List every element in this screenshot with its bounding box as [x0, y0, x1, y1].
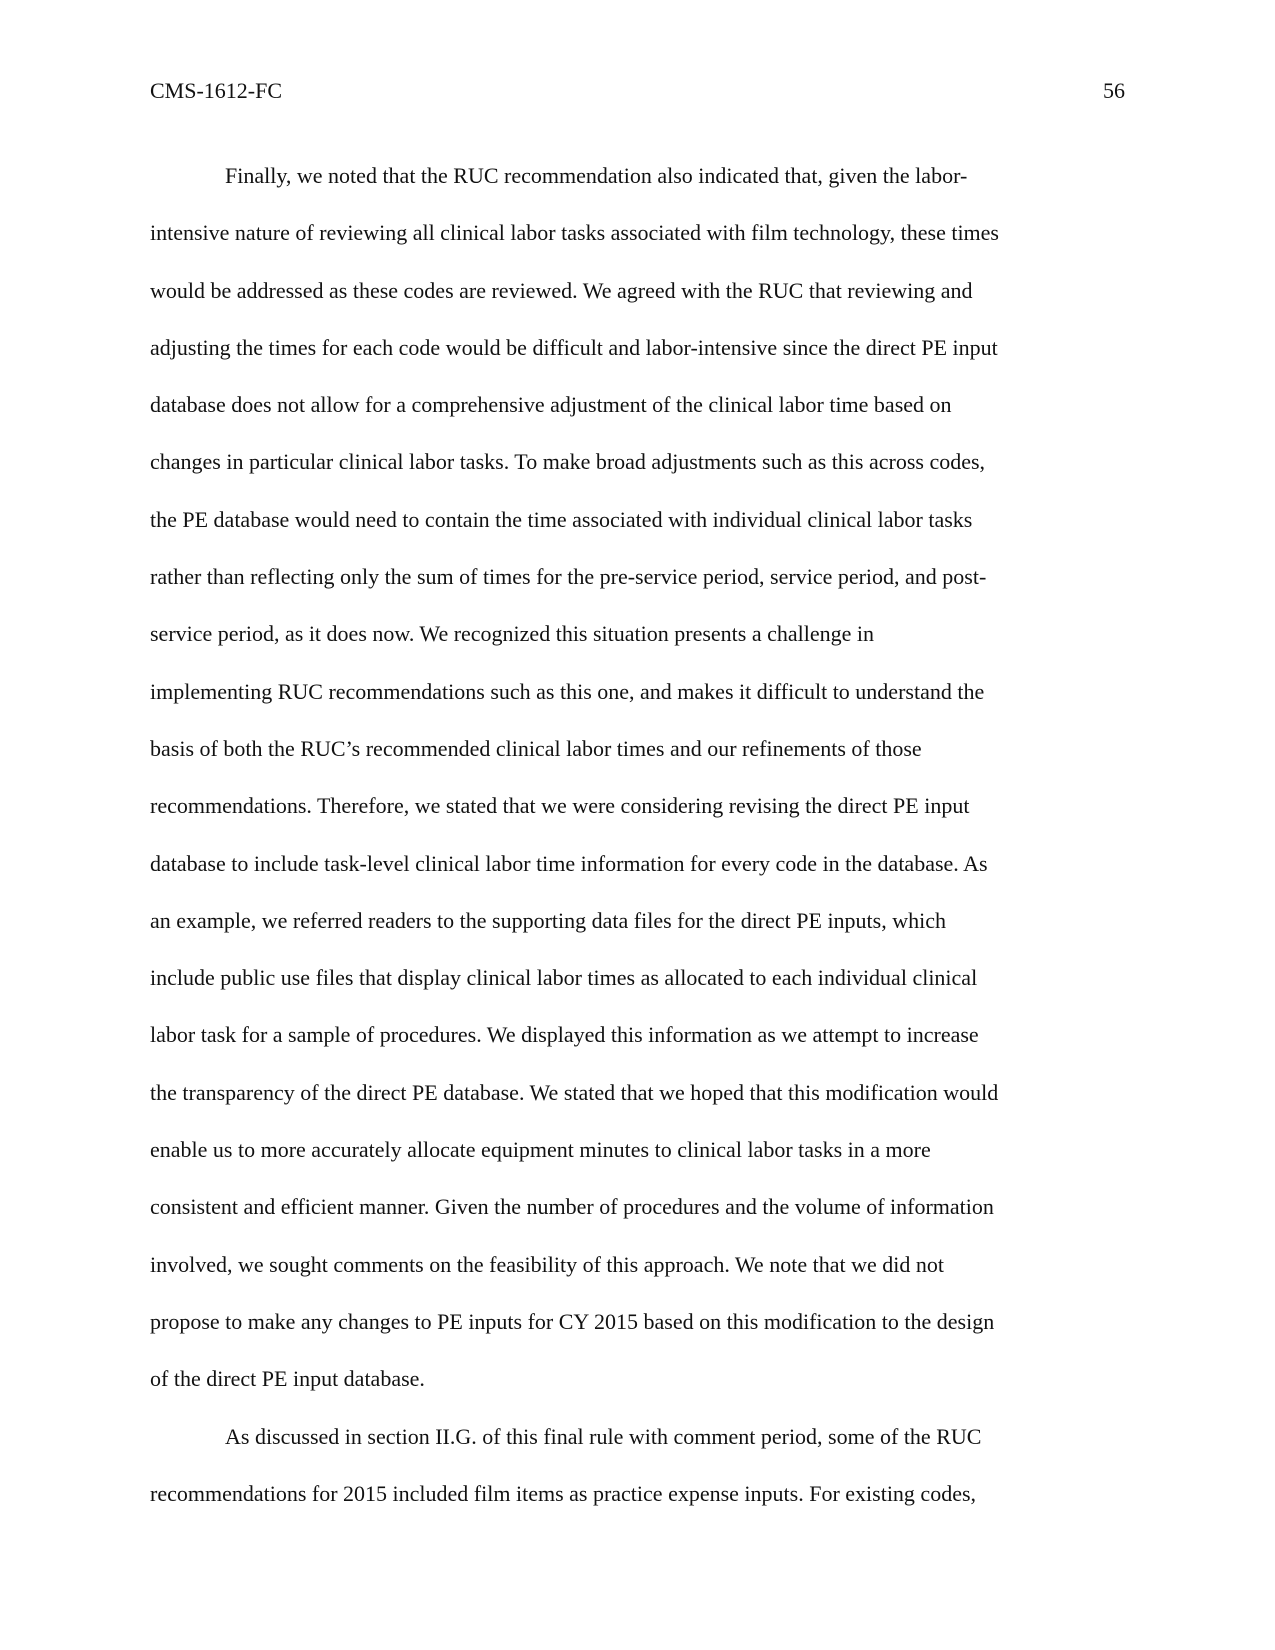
page-header	[150, 76, 1125, 106]
text-line: of the direct PE input database.	[150, 1366, 425, 1392]
text-line: As discussed in section II.G. of this final rule with comment period, some of the RUC	[225, 1423, 982, 1449]
text-line: service period, as it does now. We recognized this situation presents a challenge in	[150, 621, 875, 647]
text-line: would be addressed as these codes are reviewed. We agreed with the RUC that reviewing and	[150, 277, 973, 303]
text-line: rather than reflecting only the sum of times for the pre-service period, service period, and post-	[150, 564, 987, 590]
text-line: consistent and efficient manner. Given the number of procedures and the volume of information	[150, 1194, 994, 1220]
text-line: an example, we referred readers to the supporting data files for the direct PE inputs, which	[150, 907, 946, 933]
text-line: intensive nature of reviewing all clinical labor tasks associated with film technology, these times	[150, 220, 999, 246]
text-line: the PE database would need to contain the time associated with individual clinical labor tasks	[150, 506, 973, 532]
text-line: implementing RUC recommendations such as this one, and makes it difficult to understand the	[150, 678, 985, 704]
paragraph-2	[150, 1408, 1130, 1523]
text-line: database to include task-level clinical labor time information for every code in the database. As	[150, 850, 988, 876]
document-id: CMS-1612-FC	[150, 78, 283, 103]
text-line: basis of both the RUC’s recommended clinical labor times and our refinements of those	[150, 735, 922, 761]
text-line: involved, we sought comments on the feasibility of this approach. We note that we did not	[150, 1251, 944, 1277]
text-line: labor task for a sample of procedures. We displayed this information as we attempt to increase	[150, 1022, 979, 1048]
text-line: enable us to more accurately allocate equipment minutes to clinical labor tasks in a more	[150, 1137, 931, 1163]
text-line: recommendations. Therefore, we stated that we were considering revising the direct PE input	[150, 793, 970, 819]
text-line: Finally, we noted that the RUC recommendation also indicated that, given the labor-	[225, 163, 968, 188]
paragraph-1	[150, 147, 1130, 1408]
text-line: include public use files that display clinical labor times as allocated to each individual clinical	[150, 965, 978, 991]
text-line: recommendations for 2015 included film items as practice expense inputs. For existing codes,	[150, 1480, 977, 1506]
body-text	[150, 147, 1130, 1522]
text-line: propose to make any changes to PE inputs for CY 2015 based on this modification to the design	[150, 1308, 995, 1334]
text-line: adjusting the times for each code would be difficult and labor-intensive since the direct PE input	[150, 334, 998, 360]
text-line: the transparency of the direct PE database. We stated that we hoped that this modification would	[150, 1079, 999, 1105]
page-number: 56	[1103, 78, 1125, 103]
text-line: changes in particular clinical labor tasks. To make broad adjustments such as this across codes,	[150, 449, 986, 475]
text-line: database does not allow for a comprehensive adjustment of the clinical labor time based on	[150, 392, 952, 418]
